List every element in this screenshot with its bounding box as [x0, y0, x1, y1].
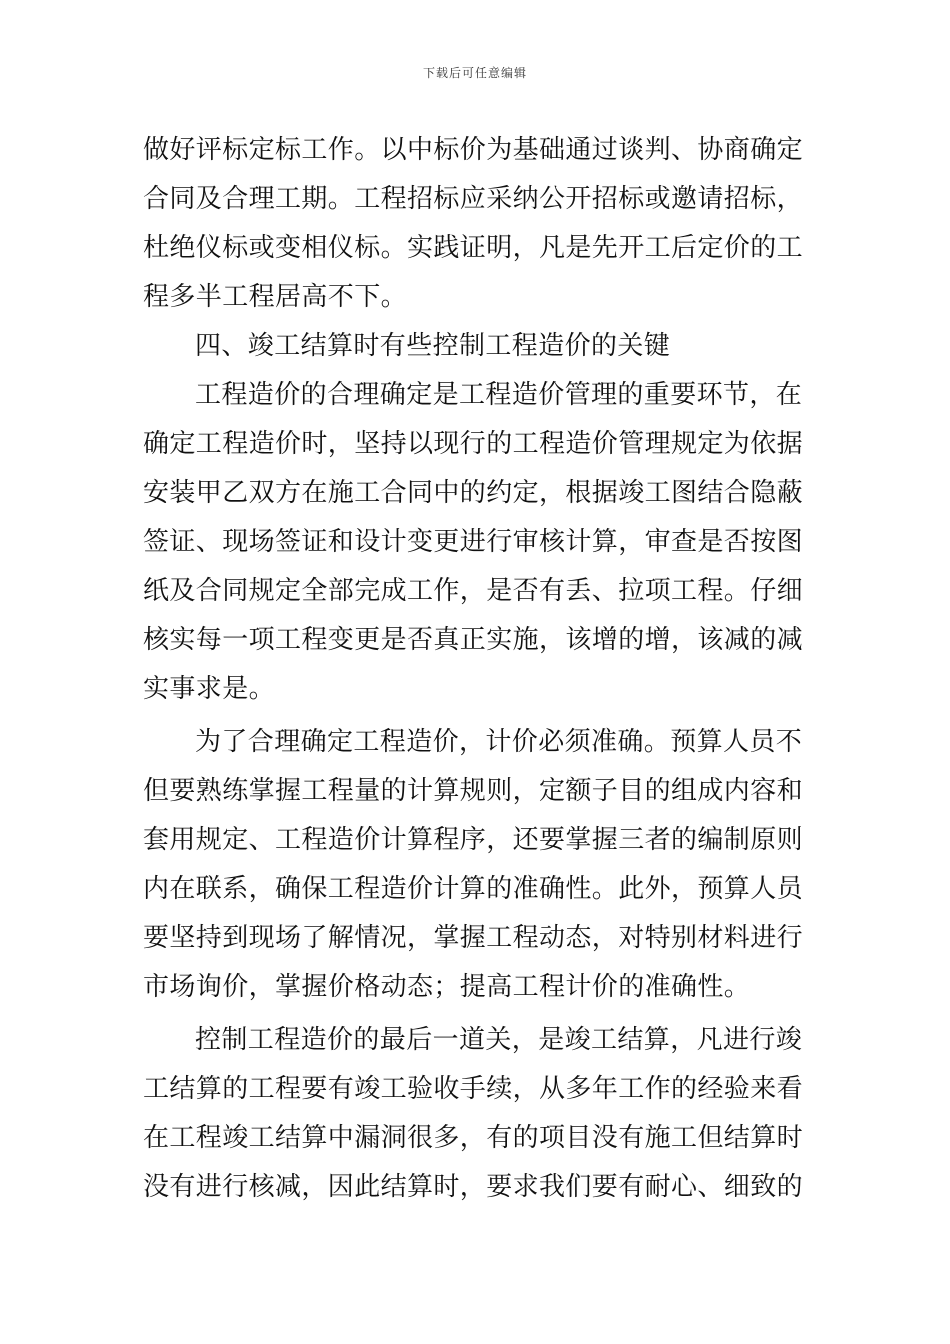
section-heading — [143, 322, 807, 371]
text-line: 为了合理确定工程造价，计价必须准确。预算人员不 — [195, 727, 803, 757]
document-body — [143, 126, 807, 1212]
text-line: 工程造价的合理确定是工程造价管理的重要环节，在 — [195, 380, 803, 410]
text-line: 签证、现场签证和设计变更进行审核计算，审查是否按图 — [143, 527, 804, 557]
text-line: 安装甲乙双方在施工合同中的约定，根据竣工图结合隐蔽 — [143, 478, 804, 508]
text-line: 要坚持到现场了解情况，掌握工程动态，对特别材料进行 — [143, 923, 804, 953]
text-line: 在工程竣工结算中漏洞很多，有的项目没有施工但结算时 — [143, 1123, 804, 1153]
text-line: 套用规定、工程造价计算程序，还要掌握三者的编制原则 — [143, 825, 804, 855]
paragraph — [143, 126, 807, 322]
text-line: 工结算的工程要有竣工验收手续，从多年工作的经验来看 — [143, 1074, 804, 1104]
text-line: 做好评标定标工作。以中标价为基础通过谈判、协商确定 — [143, 135, 804, 165]
text-line: 实事求是。 — [143, 674, 276, 704]
paragraph — [143, 371, 807, 714]
text-line: 内在联系，确保工程造价计算的准确性。此外，预算人员 — [143, 874, 804, 904]
text-line: 程多半工程居高不下。 — [143, 282, 408, 312]
text-line: 但要熟练掌握工程量的计算规则，定额子目的组成内容和 — [143, 776, 804, 806]
text-line: 纸及合同规定全部完成工作，是否有丢、拉项工程。仔细 — [143, 576, 804, 606]
text-line: 确定工程造价时，坚持以现行的工程造价管理规定为依据 — [143, 429, 804, 459]
paragraph — [143, 1016, 807, 1212]
text-line: 没有进行核减，因此结算时，要求我们要有耐心、细致的 — [143, 1172, 804, 1202]
paragraph — [143, 718, 807, 1012]
text-line: 市场询价，掌握价格动态；提高工程计价的准确性。 — [143, 972, 751, 1002]
heading-line: 四、竣工结算时有些控制工程造价的关键 — [195, 331, 671, 361]
text-line: 核实每一项工程变更是否真正实施，该增的增，该减的减 — [143, 625, 804, 655]
page-header: 下载后可任意编辑 — [422, 66, 527, 80]
text-line: 杜绝仪标或变相仪标。实践证明，凡是先开工后定价的工 — [143, 233, 804, 263]
text-line: 合同及合理工期。工程招标应采纳公开招标或邀请招标， — [143, 184, 804, 214]
text-line: 控制工程造价的最后一道关，是竣工结算，凡进行竣 — [195, 1025, 803, 1055]
